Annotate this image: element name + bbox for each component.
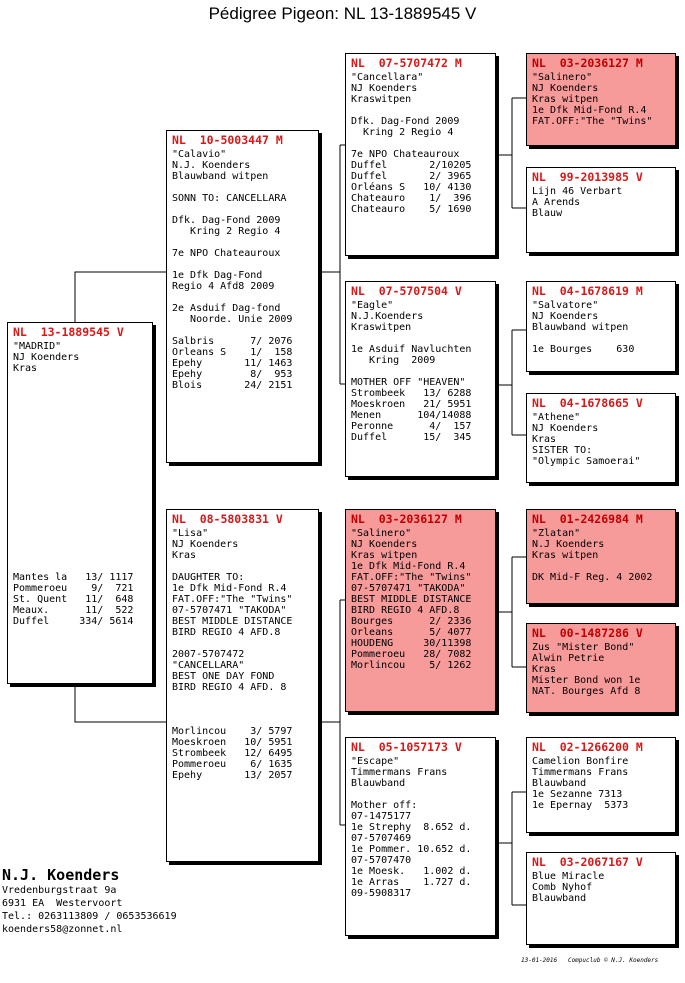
card-line: Blauwband xyxy=(532,893,587,904)
pigeon-card-mf xyxy=(345,509,496,712)
card-line: Kraswitpen xyxy=(351,322,412,333)
card-line: 1e Sezanne 7313 xyxy=(532,789,623,800)
card-line: Blauwband xyxy=(351,778,406,789)
card-line: FAT.OFF:"The "Twins" xyxy=(172,594,293,605)
card-line: 1e Pommer. 10.652 d. xyxy=(351,844,472,855)
footer-credit: 13-01-2016 Compuclub © N.J. Koenders xyxy=(521,957,659,964)
card-line xyxy=(172,182,313,193)
card-line: 07-1475177 xyxy=(351,811,412,822)
pigeon-card-ffm xyxy=(526,167,676,253)
card-line: "Calavio" xyxy=(172,149,227,160)
card-line: DAUGHTER TO: xyxy=(172,572,245,583)
ring-number: NL 01-2426984 M xyxy=(532,512,643,526)
card-line: Kras witpen xyxy=(351,550,418,561)
card-line: 7e NPO Chateauroux xyxy=(351,149,460,160)
card-line: Kras xyxy=(172,550,197,561)
card-line: "Salvatore" xyxy=(532,300,599,311)
breeder-name: N.J. Koenders xyxy=(2,866,120,884)
card-line xyxy=(172,704,313,715)
card-line xyxy=(351,789,490,800)
card-line: Kras witpen xyxy=(532,94,599,105)
card-line xyxy=(172,292,313,303)
card-line: "Escape" xyxy=(351,756,400,767)
result-line: Strombeek 12/ 6495 xyxy=(172,748,293,759)
card-line: Blauwband witpen xyxy=(532,322,629,333)
breeder-phone: Tel.: 0263113809 / 0653536619 xyxy=(2,911,177,922)
card-line: MOTHER OFF "HEAVEN" xyxy=(351,377,466,388)
card-line: NJ Koenders xyxy=(351,539,418,550)
result-line: Peronne 4/ 157 xyxy=(351,421,472,432)
card-line: NJ Koenders xyxy=(532,311,599,322)
ring-number: NL 03-2036127 M xyxy=(351,512,462,526)
pigeon-card-mfm xyxy=(526,623,676,713)
card-line xyxy=(172,237,313,248)
result-line: Epehy 8/ 953 xyxy=(172,369,293,380)
card-line: "Zlatan" xyxy=(532,528,581,539)
card-line: Kras witpen xyxy=(532,550,599,561)
card-line: Dfk. Dag-Fond 2009 xyxy=(351,116,460,127)
result-line: Epehy 11/ 1463 xyxy=(172,358,293,369)
card-line: DK Mid-F Reg. 4 2002 xyxy=(532,572,653,583)
pigeon-card-father xyxy=(166,130,319,463)
card-line xyxy=(172,325,313,336)
card-line: "Athene" xyxy=(532,412,581,423)
ring-number: NL 07-5707472 M xyxy=(351,56,462,70)
result-line: Blois 24/ 2151 xyxy=(172,380,293,391)
ring-number: NL 13-1889545 V xyxy=(13,325,124,339)
card-line: BEST MIDDLE DISTANCE xyxy=(172,616,293,627)
card-line: SONN TO: CANCELLARA xyxy=(172,193,287,204)
ring-number: NL 04-1678665 V xyxy=(532,396,643,410)
card-line xyxy=(351,138,490,149)
pigeon-card-mff xyxy=(526,509,676,604)
ring-number: NL 10-5003447 M xyxy=(172,133,283,147)
result-line: Bourges 2/ 2336 xyxy=(351,616,472,627)
pigeon-card-root xyxy=(7,322,153,684)
result-line: Menen 104/14088 xyxy=(351,410,472,421)
card-line: "CANCELLARA" xyxy=(172,660,245,671)
card-line: 1e Dfk Mid-Fond R.4 xyxy=(351,561,466,572)
card-line: FAT.OFF:"The "Twins" xyxy=(351,572,472,583)
card-line: "MADRID" xyxy=(13,341,62,352)
card-line: Kring 2 Regio 4 xyxy=(172,226,281,237)
card-line: 07-5707470 xyxy=(351,855,412,866)
result-line: Duffel 15/ 345 xyxy=(351,432,472,443)
card-line: Timmermans Frans xyxy=(532,767,629,778)
card-line: Kring 2 Regio 4 xyxy=(351,127,454,138)
card-line: 7e NPO Chateauroux xyxy=(172,248,281,259)
card-line: 1e Bourges 630 xyxy=(532,344,635,355)
ring-number: NL 02-1266200 M xyxy=(532,740,643,754)
result-line: Duffel 2/ 3965 xyxy=(351,171,472,182)
result-line: Salbris 7/ 2076 xyxy=(172,336,293,347)
pigeon-card-fff xyxy=(526,53,676,146)
card-line: 09-5908317 xyxy=(351,888,412,899)
card-line: NJ Koenders xyxy=(13,352,80,363)
card-line: NJ Koenders xyxy=(351,83,418,94)
card-line: Mister Bond won 1e xyxy=(532,675,641,686)
card-line xyxy=(172,561,313,572)
page-title: Pédigree Pigeon: NL 13-1889545 V xyxy=(208,4,477,23)
ring-number: NL 04-1678619 M xyxy=(532,284,643,298)
pigeon-card-fmm xyxy=(526,393,676,483)
result-line: Pommeroeu 28/ 7082 xyxy=(351,649,472,660)
card-line: BEST ONE DAY FOND xyxy=(172,671,275,682)
card-line: FAT.OFF:"The "Twins" xyxy=(532,116,653,127)
card-line: NJ Koenders xyxy=(532,83,599,94)
ring-number: NL 03-2036127 M xyxy=(532,56,643,70)
card-line xyxy=(532,561,670,572)
card-line: Noorde. Unie 2009 xyxy=(172,314,293,325)
result-line: Duffel 334/ 5614 xyxy=(13,616,134,627)
card-line: Blauwband witpen xyxy=(172,171,269,182)
breeder-postcode: 6931 EA Westervoort xyxy=(2,898,123,909)
card-line: Timmermans Frans xyxy=(351,767,448,778)
pigeon-card-ff xyxy=(345,53,496,256)
card-line: 07-5707469 xyxy=(351,833,412,844)
card-line: BIRD REGIO 4 AFD.8 xyxy=(172,627,281,638)
card-line: Dfk. Dag-Fond 2009 xyxy=(172,215,281,226)
card-line: Blue Miracle xyxy=(532,871,605,882)
card-line: 1e Epernay 5373 xyxy=(532,800,629,811)
card-line: "Salinero" xyxy=(532,72,593,83)
card-line: 1e Dfk Dag-Fond xyxy=(172,270,263,281)
pigeon-card-fm xyxy=(345,281,496,477)
ring-number: NL 05-1057173 V xyxy=(351,740,462,754)
card-line: A Arends xyxy=(532,197,581,208)
card-line: NJ Koenders xyxy=(172,539,239,550)
card-line: NJ Koenders xyxy=(532,423,599,434)
card-line: BIRD REGIO 4 AFD.8 xyxy=(351,605,460,616)
card-line: Kras xyxy=(532,664,557,675)
result-line: Moeskroen 10/ 5951 xyxy=(172,737,293,748)
card-line: Zus "Mister Bond" xyxy=(532,642,635,653)
card-line: 2e Asduif Dag-fond xyxy=(172,303,281,314)
card-line: 1e Strephy 8.652 d. xyxy=(351,822,472,833)
card-line: 1e Dfk Mid-Fond R.4 xyxy=(172,583,287,594)
result-line: Pommeroeu 9/ 721 xyxy=(13,583,134,594)
card-line: SISTER TO: xyxy=(532,445,593,456)
card-line xyxy=(351,366,490,377)
result-line: Strombeek 13/ 6288 xyxy=(351,388,472,399)
pigeon-card-mmf xyxy=(526,737,676,833)
pigeon-card-fmf xyxy=(526,281,676,372)
breeder-info xyxy=(2,866,177,936)
result-line: Moeskroen 21/ 5951 xyxy=(351,399,472,410)
ring-number: NL 07-5707504 V xyxy=(351,284,462,298)
pigeon-card-mmm xyxy=(526,852,676,945)
card-line: Lijn 46 Verbart xyxy=(532,186,623,197)
card-line: Blauw xyxy=(532,208,563,219)
result-line: Meaux. 11/ 522 xyxy=(13,605,134,616)
card-line: N.J Koenders xyxy=(532,539,605,550)
result-line: Morlincou 5/ 1262 xyxy=(351,660,472,671)
card-line: Kraswitpen xyxy=(351,94,412,105)
result-line: Orleans S 1/ 158 xyxy=(172,347,293,358)
card-line: Kring 2009 xyxy=(351,355,436,366)
breeder-address: Vredenburgstraat 9a xyxy=(2,885,117,896)
card-line: Comb Nyhof xyxy=(532,882,593,893)
card-line: N.J. Koenders xyxy=(172,160,251,171)
card-line: 07-5707471 "TAKODA" xyxy=(172,605,287,616)
pigeon-card-mother xyxy=(166,509,319,862)
card-line xyxy=(351,105,490,116)
pigeon-card-mm xyxy=(345,737,496,936)
card-line: Mother off: xyxy=(351,800,418,811)
card-line: Regio 4 Afd8 2009 xyxy=(172,281,275,292)
card-line xyxy=(172,204,313,215)
card-line: "Olympic Samoerai" xyxy=(532,456,641,467)
card-line: 1e Moesk. 1.002 d. xyxy=(351,866,472,877)
result-line: Chateauro 1/ 396 xyxy=(351,193,472,204)
card-line: 07-5707471 "TAKODA" xyxy=(351,583,466,594)
card-line: 1e Asduif Navluchten xyxy=(351,344,472,355)
ring-number: NL 03-2067167 V xyxy=(532,855,643,869)
result-line: Morlincou 3/ 5797 xyxy=(172,726,293,737)
breeder-email[interactable]: koenders58@zonnet.nl xyxy=(2,924,123,935)
card-line: "Cancellara" xyxy=(351,72,424,83)
result-line: Chateauro 5/ 1690 xyxy=(351,204,472,215)
card-line: Alwin Petrie xyxy=(532,653,605,664)
result-line: Duffel 2/10205 xyxy=(351,160,472,171)
result-line: Epehy 13/ 2057 xyxy=(172,770,293,781)
card-line xyxy=(532,333,670,344)
card-line: BIRD REGIO 4 AFD. 8 xyxy=(172,682,287,693)
result-line: St. Quent 11/ 648 xyxy=(13,594,134,605)
card-line: 1e Arras 1.727 d. xyxy=(351,877,472,888)
card-line: N.J.Koenders xyxy=(351,311,424,322)
result-line: Orléans S 10/ 4130 xyxy=(351,182,472,193)
card-line: "Eagle" xyxy=(351,300,394,311)
card-line: NAT. Bourges Afd 8 xyxy=(532,686,641,697)
card-line: 2007-5707472 xyxy=(172,649,245,660)
card-line: BEST MIDDLE DISTANCE xyxy=(351,594,472,605)
card-line: 1e Dfk Mid-Fond R.4 xyxy=(532,105,647,116)
card-line: Camelion Bonfire xyxy=(532,756,629,767)
card-line xyxy=(172,259,313,270)
card-line: "Salinero" xyxy=(351,528,412,539)
card-line xyxy=(351,333,490,344)
card-line xyxy=(172,638,313,649)
card-line xyxy=(172,693,313,704)
result-line: Orleans 5/ 4077 xyxy=(351,627,472,638)
card-line xyxy=(172,715,313,726)
card-line: "Lisa" xyxy=(172,528,209,539)
ring-number: NL 99-2013985 V xyxy=(532,170,643,184)
card-line: Kras xyxy=(13,363,38,374)
card-line: Kras xyxy=(532,434,557,445)
result-line: Mantes la 13/ 1117 xyxy=(13,572,134,583)
card-line: Blauwband xyxy=(532,778,587,789)
result-line: Pommeroeu 6/ 1635 xyxy=(172,759,293,770)
result-line: HOUDENG 30/11398 xyxy=(351,638,472,649)
ring-number: NL 08-5803831 V xyxy=(172,512,283,526)
ring-number: NL 00-1487286 V xyxy=(532,626,643,640)
